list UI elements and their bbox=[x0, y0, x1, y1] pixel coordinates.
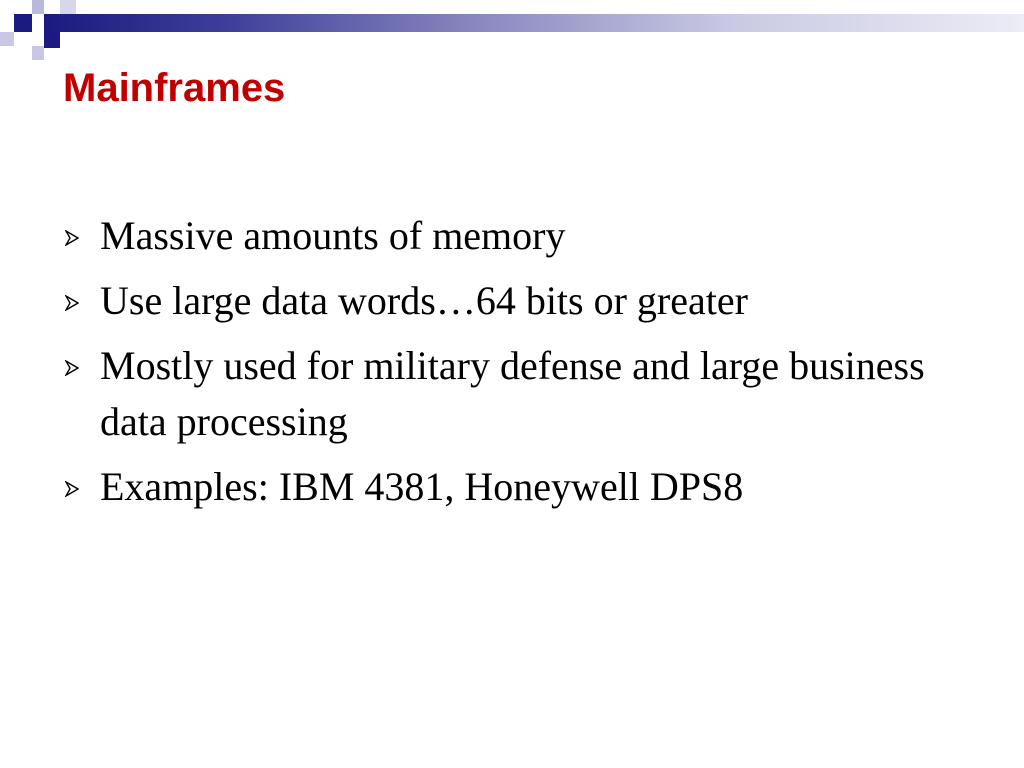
arrowhead-bullet-icon bbox=[65, 230, 79, 246]
decorative-square bbox=[14, 14, 32, 32]
bullet-text: Massive amounts of memory bbox=[100, 213, 566, 258]
slide-title: Mainframes bbox=[63, 66, 286, 110]
bullet-list bbox=[63, 208, 963, 524]
bullet-text: Mostly used for military defense and large business data processing bbox=[100, 343, 925, 444]
header-gradient-band bbox=[44, 14, 1024, 32]
bullet-text: Examples: IBM 4381, Honeywell DPS8 bbox=[100, 464, 744, 509]
bullet-item bbox=[63, 208, 963, 264]
decorative-square bbox=[32, 0, 44, 14]
decorative-square bbox=[32, 46, 44, 60]
bullet-text: Use large data words…64 bits or greater bbox=[100, 278, 748, 323]
decorative-square bbox=[0, 32, 14, 46]
arrowhead-bullet-icon bbox=[65, 360, 79, 376]
bullet-item bbox=[63, 459, 963, 515]
arrowhead-bullet-icon bbox=[65, 295, 79, 311]
decorative-square bbox=[60, 0, 76, 14]
decorative-square bbox=[44, 32, 60, 48]
bullet-item bbox=[63, 338, 963, 450]
arrowhead-bullet-icon bbox=[65, 481, 79, 497]
bullet-item bbox=[63, 273, 963, 329]
